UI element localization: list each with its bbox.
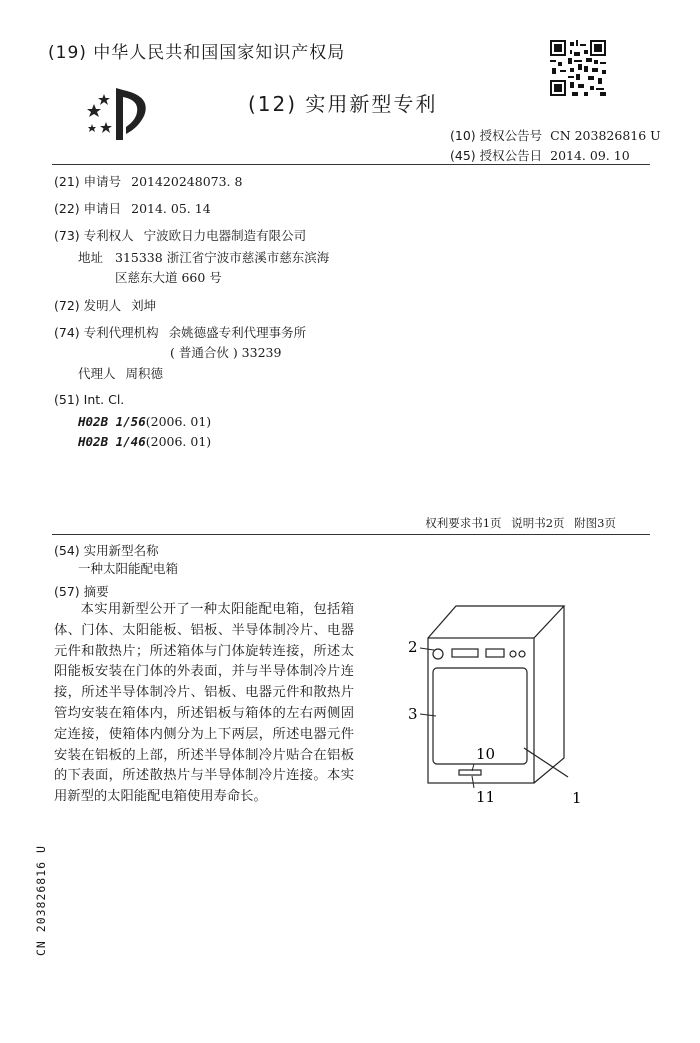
address-label: 地址 bbox=[78, 250, 104, 265]
agent-label: 代理人 bbox=[78, 366, 116, 381]
abstract-label-text: (57) 摘要 bbox=[54, 584, 109, 599]
ipc-code-1: H02B 1/56 bbox=[78, 414, 146, 429]
agency-row bbox=[54, 323, 306, 341]
intcl-label bbox=[54, 392, 124, 407]
application-number: 201420248073. 8 bbox=[131, 174, 243, 189]
publication-date-row bbox=[450, 146, 630, 164]
cnipa-logo bbox=[86, 82, 158, 144]
agency-label: (74) 专利代理机构 bbox=[54, 325, 159, 340]
publication-date: 2014. 09. 10 bbox=[550, 148, 630, 163]
patentee-row bbox=[54, 226, 306, 244]
publication-number-label: (10) 授权公告号 bbox=[450, 128, 543, 143]
application-number-label: (21) 申请号 bbox=[54, 174, 122, 189]
agent: 周积德 bbox=[125, 366, 164, 381]
ipc-row-1 bbox=[78, 414, 211, 429]
publication-number: CN 203826816 U bbox=[550, 128, 661, 143]
agent-row bbox=[78, 364, 163, 382]
pages-divider bbox=[52, 534, 650, 535]
figure-label-3: 3 bbox=[408, 705, 418, 723]
patent-type: (12) 实用新型专利 bbox=[248, 92, 438, 116]
address-line-2: 区慈东大道 660 号 bbox=[115, 270, 222, 285]
abstract-label bbox=[54, 582, 109, 600]
patentee: 宁波欧日力电器制造有限公司 bbox=[143, 228, 307, 243]
figure-label-2: 2 bbox=[408, 638, 418, 656]
ipc-year-2: (2006. 01) bbox=[145, 434, 212, 449]
inventor-row bbox=[54, 296, 156, 314]
address-line-1: 315338 浙江省宁波市慈溪市慈东滨海 bbox=[115, 250, 330, 265]
ipc-code-2: H02B 1/46 bbox=[78, 434, 146, 449]
application-date-label: (22) 申请日 bbox=[54, 201, 122, 216]
inventor-label: (72) 发明人 bbox=[54, 298, 122, 313]
application-number-row bbox=[54, 172, 242, 190]
page-count-info: 权利要求书1页 说明书2页 附图3页 bbox=[425, 516, 616, 530]
issuing-office: (19) 中华人民共和国国家知识产权局 bbox=[48, 43, 346, 63]
ipc-row-2 bbox=[78, 434, 211, 449]
agency: 余姚德盛专利代理事务所 bbox=[168, 325, 307, 340]
publication-date-label: (45) 授权公告日 bbox=[450, 148, 543, 163]
figure-label-11: 11 bbox=[476, 788, 496, 806]
distribution-box-figure bbox=[402, 592, 612, 812]
address-row bbox=[78, 248, 329, 266]
figure-label-10: 10 bbox=[476, 745, 496, 763]
application-date-row bbox=[54, 199, 211, 217]
application-date: 2014. 05. 14 bbox=[131, 201, 211, 216]
patentee-label: (73) 专利权人 bbox=[54, 228, 134, 243]
abstract-text: 本实用新型公开了一种太阳能配电箱，包括箱体、门体、太阳能板、铝板、半导体制冷片、电器元件和散热片；所述箱体与门体旋转连接，所述太阳能板安装在门体的外表面，并与半导体制冷片连接，所述半导体制冷片、铝板、电器元件和散热片管均安装在箱体内，所述铝板与箱体的左右两侧固定连接，使箱体内侧分为上下两层，所述电器元件安装在铝板的上部，所述半导体制冷片贴合在铝板的下表面，所述散热片与半导体制冷片连接。本实用新型的太阳能配电箱使用寿命长。 bbox=[54, 602, 354, 805]
header-divider bbox=[52, 164, 650, 165]
agency-line-2: ( 普通合伙 ) 33239 bbox=[170, 345, 282, 360]
title-label bbox=[54, 541, 159, 559]
ipc-year-1: (2006. 01) bbox=[145, 414, 212, 429]
vertical-publication-number: CN 203826816 U bbox=[34, 845, 48, 956]
figure-label-1: 1 bbox=[572, 789, 582, 807]
publication-number-row bbox=[450, 126, 661, 144]
intcl-label-text: (51) Int. Cl. bbox=[54, 392, 125, 407]
title-label-text: (54) 实用新型名称 bbox=[54, 543, 159, 558]
inventor: 刘坤 bbox=[131, 298, 157, 313]
utility-model-title: 一种太阳能配电箱 bbox=[78, 561, 179, 576]
qr-code bbox=[550, 40, 606, 96]
